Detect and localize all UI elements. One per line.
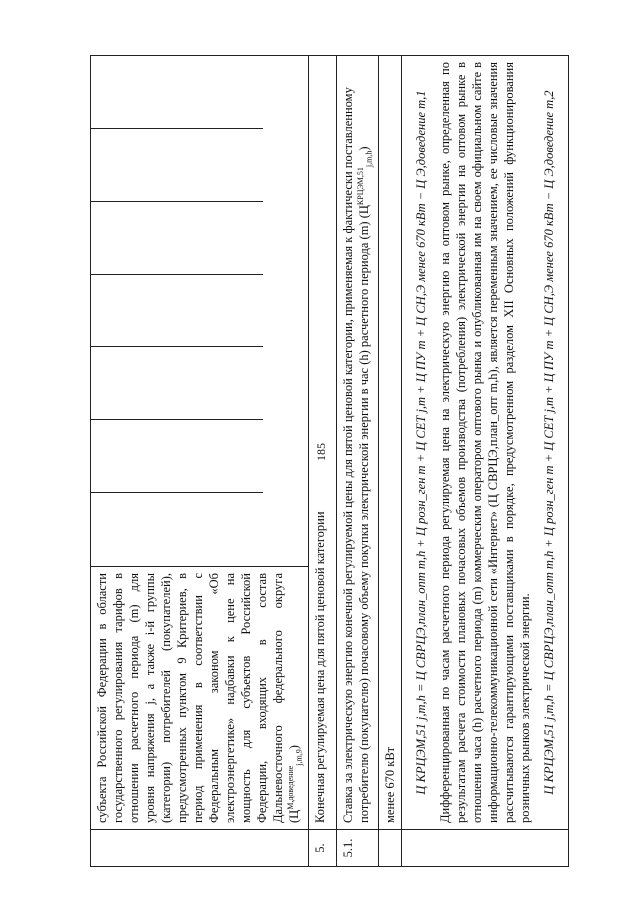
empty-value-grid bbox=[91, 56, 309, 567]
r51-sym-sup: КРЦЭМ,51 bbox=[355, 167, 365, 206]
grid-col bbox=[91, 347, 263, 420]
top-tail: ) bbox=[287, 745, 302, 750]
page-number: 185 bbox=[314, 443, 328, 461]
formula-1: Ц КРЦЭМ,51 j,m,h = Ц СВРЦЭ,план_опт m,h + Ц розн_ген m + Ц СЕТ j,m + Ц ПУ m + Ц СН,Э менее 670 кВт − Ц Э,доведение m,1 bbox=[413, 90, 428, 795]
formula-2: Ц КРЦЭМ,51 j,m,h = Ц СВРЦЭ,план_опт m,h + Ц розн_ген m + Ц СЕТ j,m + Ц ПУ m + Ц СН,Э менее 670 кВт − Ц Э,доведение m,2 bbox=[541, 90, 556, 795]
grid-col bbox=[91, 202, 263, 275]
r51-text: Ставка за электрическую энергию конечной регулируемой цены для пятой ценовой категории, применяемая к фактически поставленному потребителю (покупателю) почасовому объему покупки электрической энергии в час (h) расчетного периода (m) (Ц bbox=[340, 87, 372, 823]
formula-paragraph: Дифференцированная по часам расчетного периода регулируемая цена на электрическую энергию на оптовом рынке, определенная по результатам расчета стоимости плановых почасовых объемов производства (потребления) электрической энергии на оптовом рынке в отношении часа (h) расчетного периода (m) коммерческим оператором оптового рынка и опубликованная им на своем официальном сайте в информационно-телекоммуникационной сети «Интернет» (Ц СВРЦЭ,план_опт m,h), является переменным значением, ее числовые значения рассчитываются гарантирующими поставщиками в порядке, предусмотренном разделом XII Основных положений функционирования розничных рынков электрической энергии. bbox=[437, 62, 532, 823]
row-number-empty bbox=[91, 830, 309, 867]
grid-col bbox=[91, 493, 263, 566]
row-text-5-1 bbox=[336, 56, 378, 830]
blank-grid bbox=[91, 56, 263, 566]
grid-col bbox=[91, 420, 263, 493]
grid-col bbox=[91, 275, 263, 348]
r51-sym-sub: j,m,h bbox=[364, 150, 374, 168]
grid-col bbox=[91, 56, 263, 129]
row-number-empty bbox=[401, 830, 568, 867]
top-text: субъекта Российской Федерации в области государственного регулирования тарифов в отношении расчетного периода (m) для уровня напряжения j, а также i-й группы (категории) потребителей (покупателей), предусмотренных пунктом 9 Критериев, в период применения в соответствии с Федеральным законом «Об электроэнергетике» надбавки к цене на мощность для субъектов Российской Федерации, входящих в состав Дальневосточного федерального округа (Ц bbox=[95, 573, 302, 823]
row-text-less-670: менее 670 кВт bbox=[378, 56, 401, 830]
row-number-5-1: 5.1. bbox=[336, 830, 378, 867]
table-row-top bbox=[91, 56, 309, 867]
row-number-empty bbox=[378, 830, 401, 867]
row-text-5: Конечная регулируемая цена для пятой ценовой категории bbox=[308, 56, 336, 830]
top-sym-sub: j,m,9 bbox=[294, 749, 304, 766]
tariff-table bbox=[90, 55, 569, 867]
table-row-5-1 bbox=[336, 56, 378, 867]
row-text-top bbox=[91, 567, 309, 830]
grid-col bbox=[91, 129, 263, 202]
top-sym-sup: M,доведение bbox=[286, 765, 295, 810]
row-number-5: 5. bbox=[308, 830, 336, 867]
table-row-5 bbox=[308, 56, 336, 867]
document-page bbox=[90, 55, 556, 867]
r51-tail: ) bbox=[357, 146, 372, 151]
table-row-less-670 bbox=[378, 56, 401, 867]
row-formula-cell bbox=[401, 56, 568, 830]
table-row-formula bbox=[401, 56, 568, 867]
